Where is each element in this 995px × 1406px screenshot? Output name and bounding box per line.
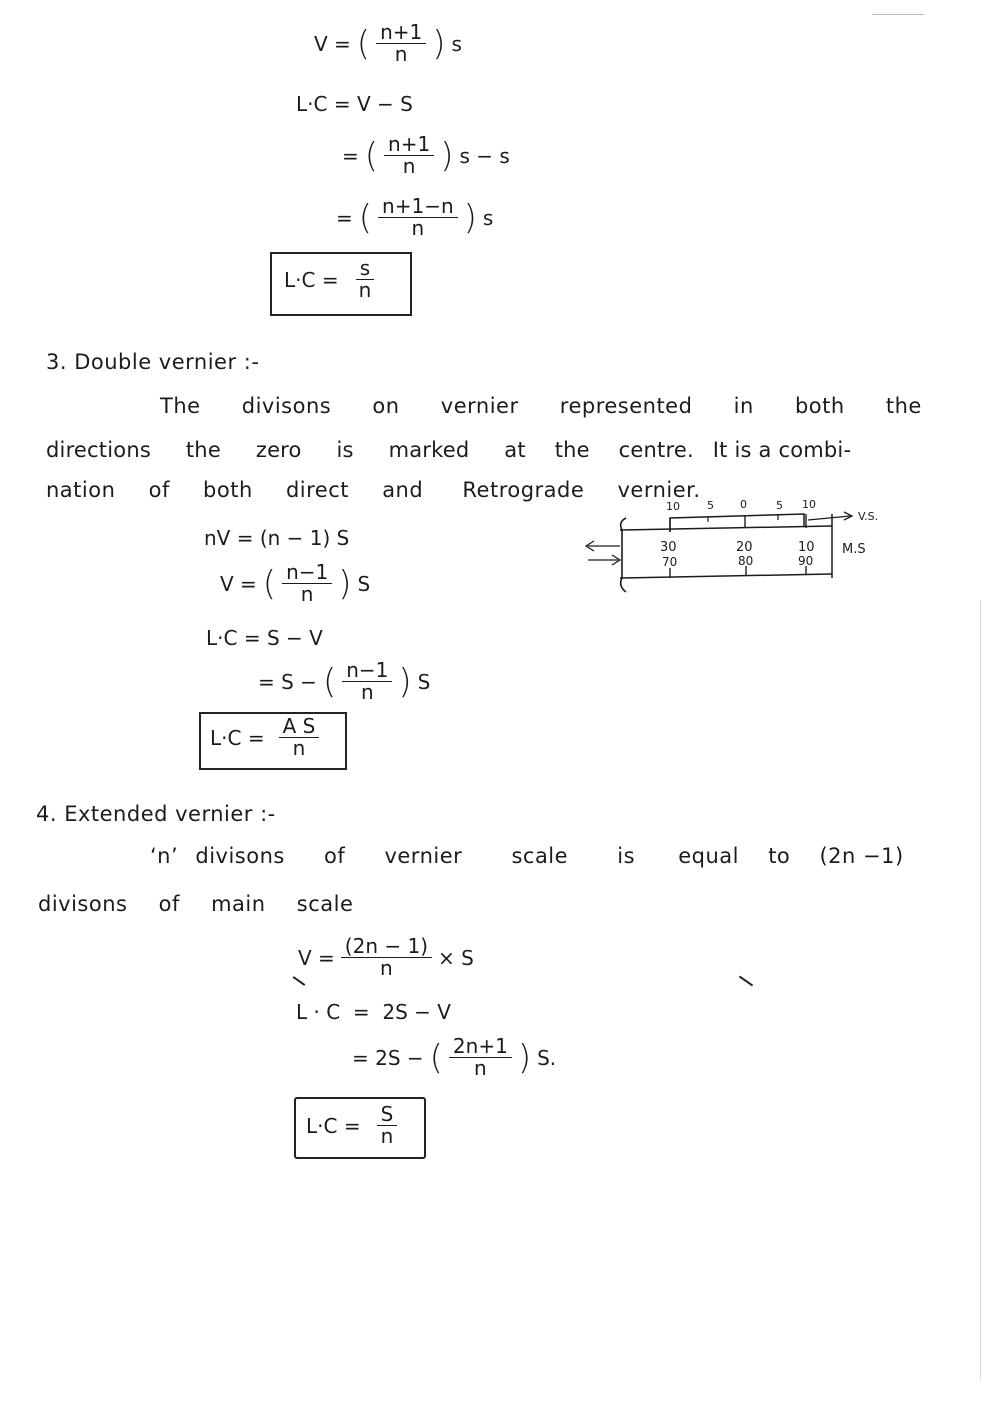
- fraction: [384, 134, 434, 177]
- equation-text: nV = (n − 1) S: [204, 526, 350, 550]
- equation-lc-step3: [336, 196, 493, 239]
- main-scale-top-label: 10: [798, 540, 815, 555]
- denominator: n: [394, 42, 408, 66]
- word: is: [617, 844, 636, 868]
- fraction: [378, 196, 458, 239]
- word: is: [336, 438, 354, 462]
- vernier-label: 5: [776, 499, 783, 512]
- open-paren: (: [364, 135, 379, 176]
- word: (2n −1): [819, 844, 904, 868]
- word: vernier: [440, 394, 519, 418]
- denominator: n: [380, 1124, 394, 1148]
- word: The: [160, 394, 201, 418]
- equation-lhs: = 2S −: [352, 1045, 424, 1070]
- word: scale: [511, 844, 569, 868]
- pen-mark: [739, 976, 753, 987]
- numerator: n+1: [384, 134, 434, 156]
- fraction: [279, 716, 320, 759]
- equation-lc-2s-minus-v: [296, 1000, 451, 1024]
- word: the: [554, 438, 590, 462]
- vernier-label: 5: [707, 499, 714, 512]
- result-lc-as-over-n: [210, 716, 319, 759]
- word: main: [211, 892, 266, 916]
- word: of: [324, 844, 346, 868]
- numerator: n+1: [376, 22, 426, 44]
- paragraph-line: [38, 892, 353, 916]
- fraction: [282, 562, 332, 605]
- equation-lc-s-minus-v: [206, 626, 323, 650]
- paragraph-line: [46, 438, 851, 462]
- numerator: n−1: [342, 660, 392, 682]
- word: marked: [388, 438, 470, 462]
- open-paren: (: [358, 197, 373, 238]
- equation-lhs: V =: [298, 945, 335, 970]
- denominator: n: [474, 1056, 487, 1080]
- equation-lhs: L·C =: [284, 267, 339, 292]
- equation-lhs: L·C =: [306, 1113, 361, 1138]
- numerator: A S: [279, 716, 320, 738]
- main-scale-bottom-label: 80: [738, 554, 754, 568]
- open-paren: (: [356, 23, 371, 64]
- denominator: n: [300, 582, 314, 606]
- numerator: 2n+1: [449, 1036, 512, 1058]
- word: It is a combi-: [712, 438, 852, 462]
- vernier-label: 10: [666, 500, 680, 513]
- paragraph-line: [160, 394, 922, 418]
- word: equal: [678, 844, 739, 868]
- equation-v-2n-minus-1: [298, 936, 474, 979]
- word: divisons: [38, 892, 128, 916]
- main-scale-top-label: 20: [736, 540, 753, 555]
- result-lc-s-over-n: [306, 1104, 397, 1147]
- fraction: [377, 1104, 398, 1147]
- numerator: s: [356, 258, 374, 280]
- equation-text: L·C = V − S: [296, 92, 413, 116]
- word: centre.: [618, 438, 694, 462]
- equation-nv: [204, 526, 349, 550]
- equation-lc-step: [258, 660, 430, 703]
- paragraph-line: [150, 844, 904, 868]
- word: divisons: [195, 844, 285, 868]
- main-scale-top-label: 30: [660, 540, 677, 555]
- word: of: [148, 478, 170, 502]
- word: divisons: [241, 394, 332, 418]
- result-lc-s-over-n: [284, 258, 375, 301]
- equation-v-n-plus-1: [314, 22, 462, 65]
- scan-artifact: [872, 14, 924, 15]
- equation-lhs: =: [342, 143, 359, 168]
- equation-lc-step: [352, 1036, 556, 1079]
- scan-edge: [980, 600, 981, 1380]
- word: scale: [296, 892, 354, 916]
- denominator: n: [411, 216, 425, 240]
- section-heading-double-vernier: 3. Double vernier :-: [46, 350, 260, 374]
- word: vernier: [384, 844, 463, 868]
- numerator: n+1−n: [378, 196, 458, 218]
- open-paren: (: [262, 563, 277, 604]
- numerator: S: [377, 1104, 398, 1126]
- equation-text: L · C = 2S − V: [296, 1000, 451, 1024]
- equation-tail: × S: [438, 945, 474, 970]
- fraction: [342, 660, 392, 703]
- ms-label: M.S: [842, 542, 866, 557]
- equation-lhs: = S −: [258, 669, 317, 694]
- word: both: [203, 478, 253, 502]
- vs-label: V.S.: [858, 510, 879, 523]
- equation-tail: s − s: [459, 143, 510, 168]
- word: the: [885, 394, 922, 418]
- word: and: [382, 478, 424, 502]
- equation-tail: S.: [537, 1045, 557, 1070]
- numerator: n−1: [282, 562, 332, 584]
- denominator: n: [292, 736, 306, 760]
- numerator: (2n − 1): [341, 936, 432, 958]
- equation-tail: s: [451, 31, 462, 56]
- vernier-label: 0: [740, 498, 747, 511]
- word: direct: [285, 478, 349, 502]
- word: directions: [46, 438, 151, 462]
- fraction: [376, 22, 426, 65]
- open-paren: (: [429, 1037, 443, 1078]
- fraction: [449, 1036, 512, 1079]
- open-paren: (: [322, 661, 337, 702]
- equation-v-n-minus-1: [220, 562, 370, 605]
- double-vernier-diagram: [580, 496, 900, 596]
- denominator: n: [358, 278, 372, 302]
- word: represented: [559, 394, 693, 418]
- equation-lhs: L·C =: [210, 725, 265, 750]
- equation-lhs: V =: [314, 31, 351, 56]
- close-paren: ): [338, 563, 352, 604]
- denominator: n: [380, 956, 393, 980]
- word: in: [733, 394, 754, 418]
- equation-lhs: V =: [220, 571, 257, 596]
- word: to: [768, 844, 791, 868]
- equation-tail: S: [417, 669, 431, 694]
- close-paren: ): [463, 197, 477, 238]
- close-paren: ): [432, 23, 446, 64]
- vernier-label: 10: [802, 498, 816, 511]
- word: on: [372, 394, 400, 418]
- fraction: [355, 258, 376, 301]
- word: ‘n’: [150, 844, 179, 868]
- close-paren: ): [440, 135, 454, 176]
- word: at: [504, 438, 526, 462]
- word: of: [158, 892, 180, 916]
- close-paren: ): [398, 661, 412, 702]
- word: nation: [46, 478, 116, 502]
- fraction: [341, 936, 432, 979]
- equation-text: L·C = S − V: [206, 626, 323, 650]
- equation-tail: s: [482, 205, 494, 230]
- main-scale-bottom-label: 70: [662, 555, 678, 569]
- equation-lhs: =: [336, 205, 353, 230]
- denominator: n: [360, 680, 374, 704]
- word: Retrograde: [462, 478, 585, 502]
- word: zero: [255, 438, 302, 462]
- section-heading-extended-vernier: 4. Extended vernier :-: [36, 802, 276, 826]
- vernier-scale-drawing: [580, 496, 900, 596]
- equation-lc-v-minus-s: [296, 92, 413, 116]
- equation-lc-step2: [342, 134, 510, 177]
- equation-tail: S: [357, 571, 371, 596]
- main-scale-bottom-label: 90: [798, 554, 814, 568]
- close-paren: ): [517, 1037, 532, 1078]
- denominator: n: [402, 154, 416, 178]
- word: both: [794, 394, 845, 418]
- word: the: [185, 438, 221, 462]
- word: vernier.: [617, 478, 701, 502]
